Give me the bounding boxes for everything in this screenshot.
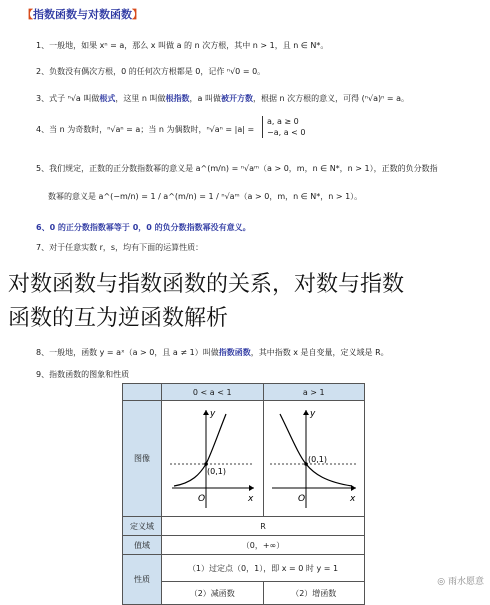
row-label-range: 值域 [123,536,162,555]
property-increasing: （2）增函数 [263,582,365,605]
row-label-properties: 性质 [123,555,162,605]
watermark: ◎ 雨水愿意 [437,577,484,587]
fixed-point-label: (0,1) [207,466,227,476]
overlay-caption: 对数函数与指数函数的关系，对数与指数 函数的互为逆函数解析 [8,272,405,331]
list-item: 1、一般地，如果 xⁿ = a，那么 x 叫做 a 的 n 次方根，其中 n > 1，且 n ∈ N*。 [36,41,329,50]
y-axis-label: y [210,408,216,419]
list-item: 8、一般地，函数 y = aˣ（a > 0，且 a ≠ 1）叫做指数函数，其中指数 x 是自变量，定义域是 R。 [36,348,389,357]
list-item: 9、指数函数的图象和性质 [36,370,130,379]
piecewise-brace: a, a ≥ 0 −a, a < 0 [262,116,305,138]
row-label-domain: 定义域 [123,517,162,536]
table-row [123,536,365,555]
decreasing-graph-svg [162,404,262,514]
row-label-graph: 图像 [123,401,162,517]
graph-increasing [263,401,365,517]
list-item: 5、我们规定，正数的正分数指数幂的意义是 a^(m/n) = ⁿ√aᵐ（a > 0，m，n ∈ N*，n > 1），正数的负分数指 [36,164,438,173]
x-axis-label: x [248,493,254,504]
increasing-graph-svg [264,404,364,514]
x-axis-label: x [349,493,356,504]
table-header-row [123,384,365,401]
list-item: 7、对于任意实数 r，s，均有下面的运算性质： [36,243,204,252]
list-item: 数幂的意义是 a^(−m/n) = 1 / a^(m/n) = 1 / ⁿ√aᵐ（a > 0，m，n ∈ N*，n > 1）。 [48,192,363,201]
origin-label: O [198,493,206,504]
domain-value: R [162,517,365,536]
header-a-less-1: 0 < a < 1 [162,384,264,401]
y-axis-label: y [309,408,316,419]
property-fixed-point: （1）过定点（0，1），即 x = 0 时 y = 1 [162,555,365,582]
fixed-point-label: (0,1) [307,454,327,464]
table-row [123,517,365,536]
section-title: 【指数函数与对数函数】 [22,8,143,21]
exponential-properties-table [122,383,365,605]
table-row [123,555,365,582]
header-a-greater-1: a > 1 [263,384,365,401]
list-item: 4、当 n 为奇数时，ⁿ√aⁿ = a；当 n 为偶数时，ⁿ√aⁿ = |a| = [36,125,255,134]
table-corner [123,384,162,401]
list-item: 3、式子 ⁿ√a 叫做根式，这里 n 叫做根指数，a 叫做被开方数，根据 n 次方根的意义，可得 (ⁿ√a)ⁿ = a。 [36,94,409,103]
origin-label: O [297,493,305,504]
list-item: 2、负数没有偶次方根，0 的任何次方根都是 0，记作 ⁿ√0 = 0。 [36,67,266,76]
range-value: （0，+∞） [162,536,365,555]
list-item: 6、0 的正分数指数幂等于 0，0 的负分数指数幂没有意义。 [36,223,251,232]
table-row [123,401,365,517]
graph-decreasing [162,401,264,517]
property-decreasing: （2）减函数 [162,582,264,605]
